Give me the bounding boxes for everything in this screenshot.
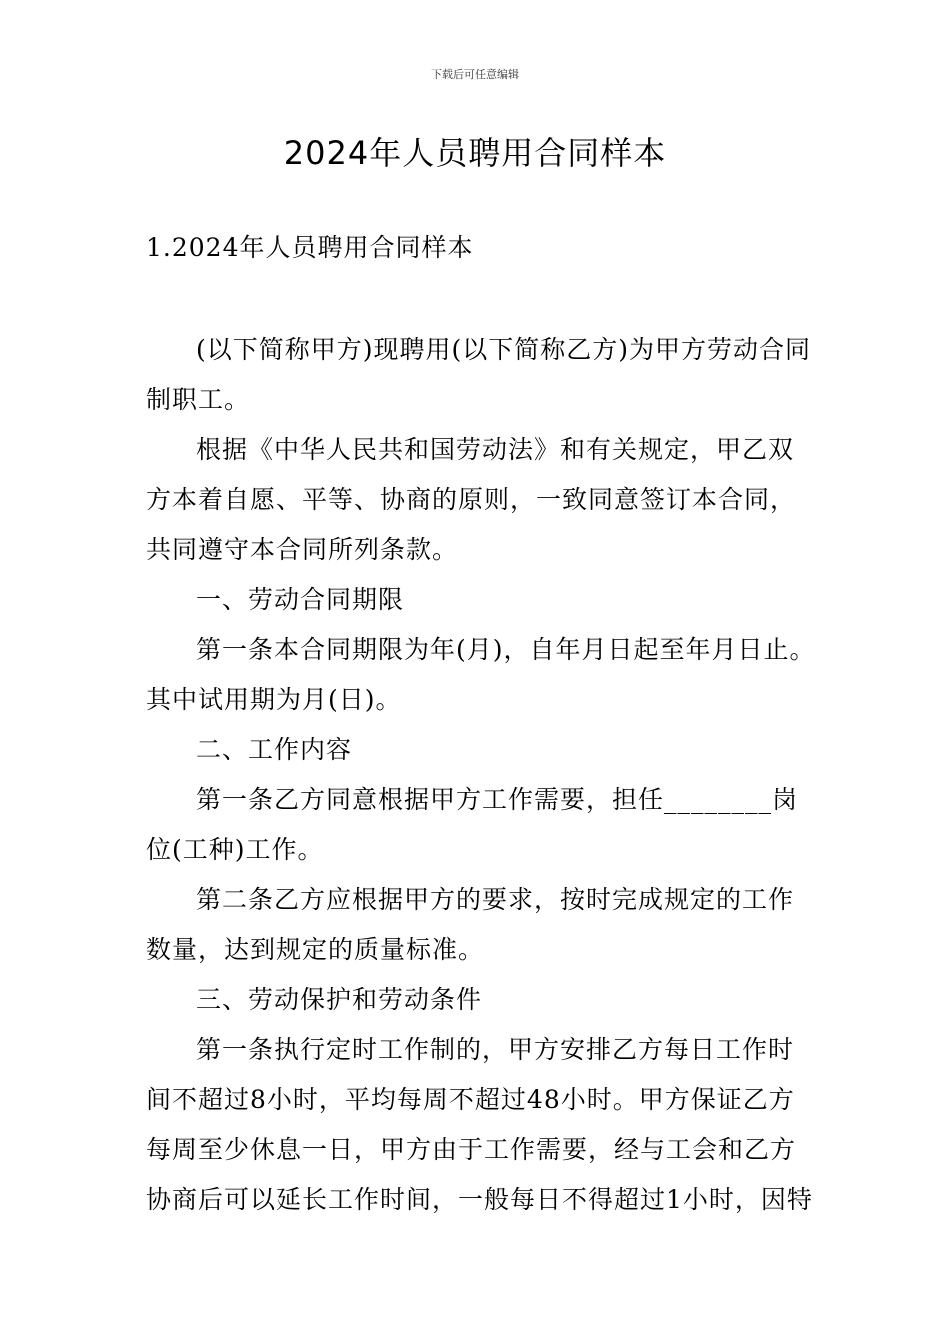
paragraph: 第一条本合同期限为年(月)，自年月日起至年月日止。其中试用期为月(日)。 [146,635,816,714]
paragraph: 根据《中华人民共和国劳动法》和有关规定，甲乙双方本着自愿、平等、协商的原则，一致同意签订本合同，共同遵守本合同所列条款。 [146,435,797,564]
paragraph: 第二条乙方应根据甲方的要求，按时完成规定的工作数量，达到规定的质量标准。 [146,885,795,964]
header-note: 下载后可任意编辑 [431,68,519,81]
paragraph: 第一条乙方同意根据甲方工作需要，担任________岗位(工种)工作。 [146,785,799,864]
document-subtitle: 1.2024年人员聘用合同样本 [146,233,474,262]
section-heading: 三、劳动保护和劳动条件 [196,985,483,1014]
section-heading: 二、工作内容 [196,735,353,764]
document-title: 2024年人员聘用合同样本 [283,134,667,172]
paragraph: (以下简称甲方)现聘用(以下简称乙方)为甲方劳动合同制职工。 [146,335,812,414]
document-body [146,325,818,1225]
section-heading: 一、劳动合同期限 [196,585,405,614]
paragraph: 第一条执行定时工作制的，甲方安排乙方每日工作时间不超过8小时，平均每周不超过48小时。甲方保证乙方每周至少休息一日，甲方由于工作需要，经与工会和乙方协商后可以延长工作时间，一般每日不得超过1小时，因特 [146,1035,813,1214]
